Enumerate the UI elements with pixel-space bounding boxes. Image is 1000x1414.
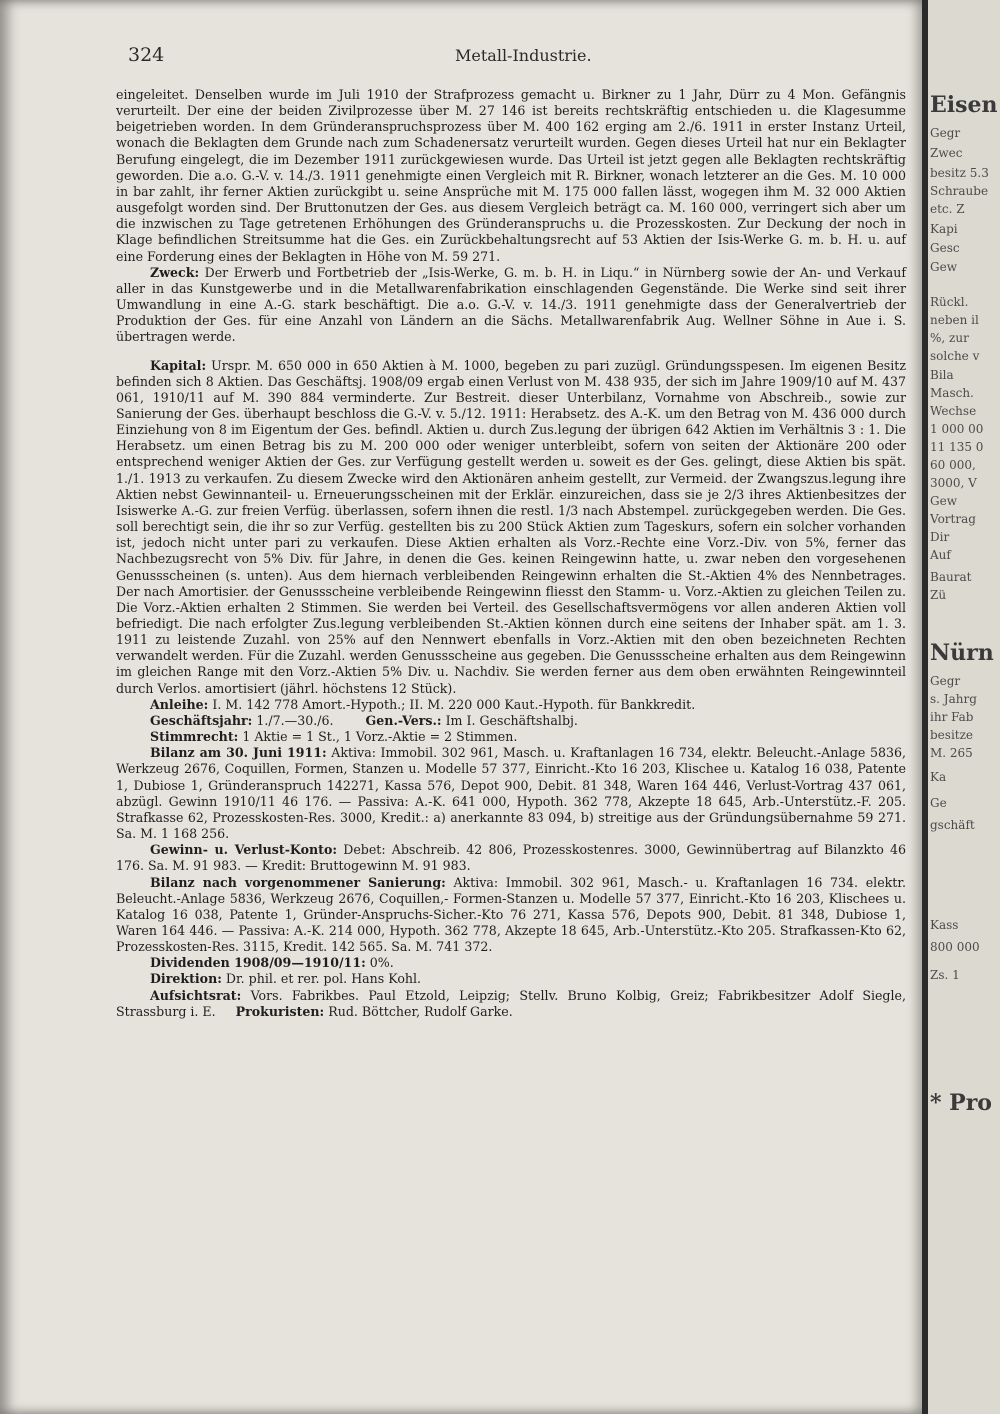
paragraph-label-secondary: Gen.-Vers.:: [365, 712, 442, 728]
adjacent-fragment: M. 265: [930, 746, 973, 760]
paragraph-bilanz-sanierung: [116, 875, 906, 956]
paragraph-geschaeftsjahr: [116, 713, 906, 729]
adjacent-fragment: Masch.: [930, 386, 974, 400]
adjacent-fragment: Schraube: [930, 184, 989, 198]
paragraph-label: Anleihe:: [150, 696, 209, 712]
paragraph-label-secondary: Prokuristen:: [235, 1003, 325, 1019]
adjacent-fragment: Baurat: [930, 570, 972, 584]
adjacent-fragment: s. Jahrg: [930, 692, 977, 706]
adjacent-fragment: Auf: [930, 548, 951, 562]
adjacent-fragment: Rückl.: [930, 295, 969, 309]
paragraph-label: Direktion:: [150, 971, 222, 987]
paragraph-label: Dividenden 1908/09—1910/11:: [150, 955, 366, 971]
adjacent-fragment: Kapi: [930, 222, 958, 236]
adjacent-fragment: Gegr: [930, 674, 961, 688]
adjacent-fragment: 60 000,: [930, 458, 976, 472]
paragraph-text: Debet: Abschreib. 42 806, Prozesskostenres. 3000, Gewinnübertrag auf Bilanzkto 46 176. Sa. M. 91 983. — Kredit: Bruttogewinn M. 91 983.: [116, 842, 906, 874]
paragraph-text: eingeleitet. Denselben wurde im Juli 1910 der Strafprozess gemacht u. Birkner zu 1 Jahr, Dürr zu 4 Mon. Gefängnis verurteilt. Der eine der beiden Zivilprozesse über M. 27 146 ist bereits rechtskräftig entschieden u. die Klagesumme beigetrieben worden. In dem Gründeranspruchsprozess über M. 400 162 erging am 2./6. 1911 in erster Instanz Urteil, wonach die Beklagten dem Grunde nach zum Schadenersatz verurteilt wurden. Gegen dieses Urteil hat nur ein Beklagter Berufung eingelegt, die im Dezember 1911 zurückgewiesen wurde. Das Urteil ist jetzt gegen alle Beklagten rechtskräftig geworden. Die a.o. G.-V. v. 14./3. 1911 genehmigte einen Vergleich mit R. Birkner, wonach letzterer an die Ges. M. 10 000 in bar zahlt, ihr ferner Aktien zurückgibt u. seine Ansprüche mit M. 175 000 fallen lässt, wogegen ihm M. 32 000 Aktien ausgefolgt worden sind. Der Bruttonutzen der Ges. aus diesem Vergleich beträgt ca. M. 160 000, verringert sich aber um die inzwischen zu Tage getretenen Erhöhungen des Gründeranspruchs u. die Prozesskosten. Zur Deckung der noch in Klage befindlichen Streitsumme hat die Ges. ein Zurückbehaltungsrecht auf 53 Aktien der Isis-Werke G. m. b. H. u. auf eine Forderung eines der Beklagten in Höhe von M. 59 271.: [116, 87, 906, 264]
adjacent-fragment: 800 000: [930, 940, 980, 954]
adjacent-fragment: Zwec: [930, 146, 963, 160]
adjacent-fragment: Eisen: [930, 92, 998, 118]
paragraph-label: Zweck:: [150, 264, 200, 280]
paragraph-stimmrecht: [116, 729, 906, 745]
page-number: 324: [128, 44, 165, 66]
paragraph-label: Gewinn- u. Verlust-Konto:: [150, 842, 338, 858]
adjacent-fragment: Bila: [930, 368, 954, 382]
paragraph-label: Kapital:: [150, 357, 207, 373]
adjacent-fragment: besitze: [930, 728, 974, 742]
paragraph-text-secondary: Rud. Böttcher, Rudolf Garke.: [328, 1003, 513, 1019]
paragraph-zweck: [116, 265, 906, 346]
paragraph-text: 1 Aktie = 1 St., 1 Vorz.-Aktie = 2 Stimmen.: [242, 729, 518, 745]
paragraph-direktion: [116, 971, 906, 987]
adjacent-fragment: etc. Z: [930, 202, 965, 216]
paragraph-text-secondary: Im I. Geschäftshalbj.: [445, 712, 578, 728]
paragraph-aufsichtsrat: [116, 988, 906, 1020]
adjacent-fragment: ihr Fab: [930, 710, 974, 724]
adjacent-page-edge: [928, 0, 1000, 1414]
body-text: [116, 87, 906, 1020]
adjacent-fragment: Gegr: [930, 126, 961, 140]
paragraph-lawsuits: [116, 87, 906, 265]
paragraph-label: Geschäftsjahr:: [150, 712, 253, 728]
paragraph-text: Dr. phil. et rer. pol. Hans Kohl.: [225, 971, 422, 987]
adjacent-fragment: besitz 5.3: [930, 166, 989, 180]
adjacent-fragment: Dir: [930, 530, 950, 544]
adjacent-fragment: 1 000 00: [930, 422, 984, 436]
paragraph-text: Der Erwerb und Fortbetrieb der „Isis-Werke, G. m. b. H. in Liqu.“ in Nürnberg sowie der An- und Verkauf aller in das Kunstgewerbe und in die Metallwarenfabrikation einschlagenden Gegenstände. Die Werke sind seit ihrer Umwandlung in eine A.-G. stark beschäftigt. Die a.o. G.-V. v. 14./3. 1911 genehmigte dass der Generalvertrieb der Produktion der Ges. für eine Anzahl von Ländern an die Sächs. Metallwarenfabrik Aug. Wellner Söhne in Aue i. S. übertragen werde.: [116, 264, 906, 345]
paragraph-label: Stimmrecht:: [150, 729, 239, 745]
paragraph-label: Bilanz nach vorgenommener Sanierung:: [150, 874, 446, 890]
paragraph-dividenden: [116, 955, 906, 971]
adjacent-fragment: Kass: [930, 918, 959, 932]
paragraph-bilanz-1911: [116, 745, 906, 842]
adjacent-fragment: Zü: [930, 588, 947, 602]
adjacent-fragment: Nürn: [930, 640, 994, 666]
paragraph-text: I. M. 142 778 Amort.-Hypoth.; II. M. 220 000 Kaut.-Hypoth. für Bankkredit.: [212, 696, 696, 712]
adjacent-fragment: Wechse: [930, 404, 977, 418]
adjacent-fragment: Gesc: [930, 241, 960, 255]
adjacent-fragment: 11 135 0: [930, 440, 984, 454]
adjacent-fragment: Gew: [930, 494, 957, 508]
paragraph-gewinn-verlust: [116, 842, 906, 874]
adjacent-fragment: Ka: [930, 770, 947, 784]
paragraph-text: 0%.: [369, 955, 394, 971]
adjacent-fragment: solche v: [930, 349, 980, 363]
paragraph-label: Bilanz am 30. Juni 1911:: [150, 745, 327, 761]
adjacent-fragment: gschäft: [930, 818, 975, 832]
adjacent-fragment: %, zur: [930, 331, 969, 345]
paragraph-text: 1./7.—30./6.: [256, 712, 334, 728]
adjacent-fragment: 3000, V: [930, 476, 977, 490]
adjacent-fragment: * Pro: [930, 1090, 992, 1116]
paragraph-text: Vors. Fabrikbes. Paul Etzold, Leipzig; Stellv. Bruno Kolbig, Greiz; Fabrikbesitzer Adolf Siegle, Strassburg i. E.: [116, 987, 906, 1019]
running-head: [0, 40, 922, 70]
paragraph-text: Aktiva: Immobil. 302 961, Masch. u. Kraftanlagen 16 734, elektr. Beleucht.-Anlage 5836, Werkzeug 2676, Coquillen, Formen, Stanzen u. Modelle 57 377, Einricht.-Kto 16 203, Klischee u. Katalog 16 038, Patente 1, Dubiose 1, Gründeranspruch 142271, Kassa 576, Depot 900, Debit. 81 348, Waren 164 446, Verlust-Vortrag 437 061, abzügl. Gewinn 1910/11 46 176. — Passiva: A.-K. 641 000, Hypoth. 362 778, Akzepte 18 645, Arb.-Unterstütz.-F. 205. Strafkasse 62, Prozesskosten-Res. 3000, Kredit.: a) anerkannte 83 094, b) streitige aus der Gründungsübernahme 59 271. Sa. M. 1 168 256.: [116, 745, 906, 842]
paragraph-anleihe: [116, 697, 906, 713]
adjacent-fragment: Gew: [930, 260, 957, 274]
paragraph-kapital: [116, 358, 906, 697]
adjacent-fragment: neben il: [930, 313, 979, 327]
adjacent-fragment: Zs. 1: [930, 968, 960, 982]
paragraph-label: Aufsichtsrat:: [150, 987, 242, 1003]
paragraph-text: Aktiva: Immobil. 302 961, Masch.- u. Kraftanlagen 16 734. elektr. Beleucht.-Anlage 5836, Werkzeug 2676, Coquillen,- Formen-Stanzen u. Modelle 57 377, Einricht.-Kto 16 203, Klischees u. Katalog 16 038, Patente 1, Gründer-Anspruchs-Sicher.-Kto 76 271, Kassa 576, Depots 900, Debit. 81 348, Dubiose 1, Waren 164 446. — Passiva: A.-K. 214 000, Hypoth. 362 778, Akzepte 18 645, Arb.-Unterstütz.-Kto 205. Strafkassen-Kto 62, Prozesskosten-Res. 3115, Kredit. 142 565. Sa. M. 741 372.: [116, 874, 906, 955]
adjacent-fragment: Vortrag: [930, 512, 976, 526]
section-title: Metall-Industrie.: [455, 46, 592, 65]
paragraph-text: Urspr. M. 650 000 in 650 Aktien à M. 1000, begeben zu pari zuzügl. Gründungsspesen. Im eigenen Besitz befinden sich 8 Aktien. Das Geschäftsj. 1908/09 ergab einen Verlust von M. 438 935, der sich im Jahre 1909/10 auf M. 437 061, 1910/11 auf M. 390 884 verminderte. Zur Bestreit. dieser Unterbilanz, Vornahme von Abschreib., sowie zur Sanierung der Ges. überhaupt beschloss die G.-V. v. 5./12. 1911: Herabsetz. des A.-K. um den Betrag von M. 436 000 durch Einziehung von 8 im Eigentum der Ges. befindl. Aktien u. durch Zus.legung der übrigen 642 Aktien im Verhältnis 3 : 1. Die Herabsetz. um einen Betrag bis zu M. 200 000 oder weniger unterbleibt, sofern von seiten der Aktionäre 200 oder entsprechend weniger Aktien der Ges. zur Verfügung gestellt werden u. soweit es der Ges. gelingt, diese Aktien bis spät. 1./1. 1913 zu verkaufen. Zu diesem Zwecke wird den Aktionären anheim gestellt, zur Vermeid. der Zwangszus.legung ihre Aktien nebst Gewinnanteil- u. Erneuerungsscheinen mit der Erklär. einzureichen, dass sie je 2/3 ihres Aktienbesitzes der Isiswerke A.-G. zur freien Verfüg. überlassen, sofern ihnen die restl. 1/3 nach Abstempel. zurückgegeben werden. Die Ges. soll berechtigt sein, die ihr so zur Verfüg. gestellten bis zu 200 Stück Aktien zum Tageskurs, sofern ein solcher vorhanden ist, jedoch nicht unter pari zu verkaufen. Diese Aktien erhalten als Vorz.-Rechte eine Vorz.-Div. von 5%, ferner das Nachbezugsrecht von 5% Div. für Jahre, in denen die Ges. keinen Reingewinn hatte, u. zwar neben den vorgesehenen Genussscheinen (s. unten). Aus dem hiernach verbleibenden Reingewinn erhalten die St.-Aktien 4% des Nennbetrages. Der nach Amortisier. der Genussscheine verbleibende Reingewinn fliesst den Stamm- u. Vorz.-Aktien zu gleichen Teilen zu. Die Vorz.-Aktien erhalten 2 Stimmen. Sie werden bei Verteil. des Gesellschaftsvermögens vor allen anderen Aktien voll befriedigt. Die nach erfolgter Zus.legung verbleibenden St.-Aktien können durch eine seitens der Inhaber spät. am 1. 3. 1911 zu leistende Zuzahl. von 25% auf den Nennwert ebenfalls in Vorz.-Aktien mit den oben bezeichneten Rechten verwandelt werden. Für die Zuzahl. werden Genussscheine aus gegeben. Die Genussscheine erhalten aus dem Reingewinn im gleichen Range mit den Vorz.-Aktien 5% Div. u. Nachdiv. Sie werden ferner aus dem oben erwähnten Reingewinnteil durch Verlos. amortisiert (jährl. höchstens 12 Stück).: [116, 357, 906, 696]
adjacent-fragment: Ge: [930, 796, 947, 810]
